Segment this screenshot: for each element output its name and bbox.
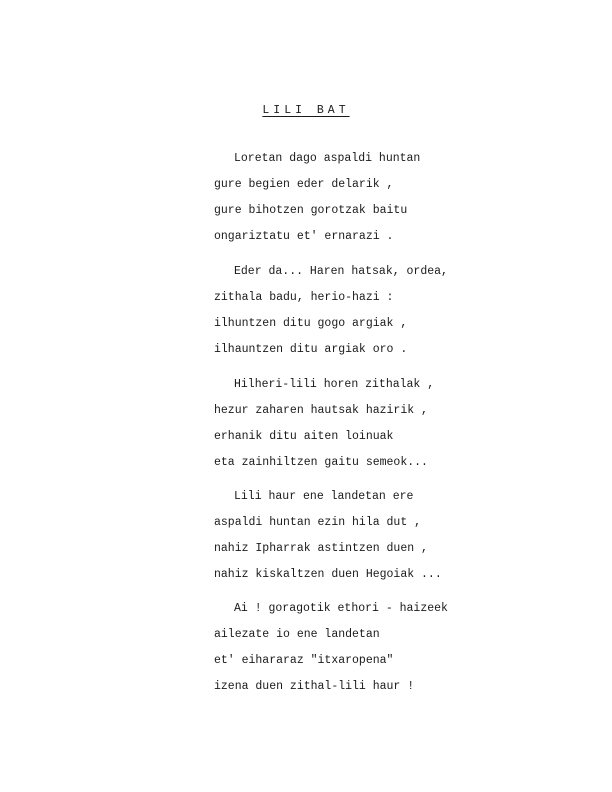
poem-title: LILI BAT xyxy=(262,104,350,117)
poem-line: et' eihararaz "itxaropena" xyxy=(214,654,394,667)
poem-line: Eder da... Haren hatsak, ordea, xyxy=(234,265,448,278)
poem-line: Loretan dago aspaldi huntan xyxy=(234,152,421,165)
poem-line: nahiz kiskaltzen duen Hegoiak ... xyxy=(214,568,442,581)
poem-line: Lili haur ene landetan ere xyxy=(234,490,414,503)
stanza-2 xyxy=(214,259,514,363)
poem-line: aspaldi huntan ezin hila dut , xyxy=(214,516,422,529)
stanza-1 xyxy=(214,146,514,250)
poem-line: gure bihotzen gorotzak baitu xyxy=(214,204,408,217)
poem-line: ilhuntzen ditu gogo argiak , xyxy=(214,317,408,330)
stanza-4 xyxy=(214,484,514,588)
poem-line: hezur zaharen hautsak hazirik , xyxy=(214,404,428,417)
poem-line: erhanik ditu aiten loinuak xyxy=(214,430,394,443)
poem-line: nahiz Ipharrak astintzen duen , xyxy=(214,542,428,555)
poem-line: zithala badu, herio-hazi : xyxy=(214,291,394,304)
poem-line: eta zainhiltzen gaitu semeok... xyxy=(214,456,428,469)
stanza-5 xyxy=(214,596,514,700)
poem-line: Hilheri-lili horen zithalak , xyxy=(234,378,435,391)
poem-line: ilhauntzen ditu argiak oro . xyxy=(214,343,408,356)
poem-line: ongariztatu et' ernarazi . xyxy=(214,230,394,243)
poem-line: Ai ! goragotik ethori - haizeek xyxy=(234,602,448,615)
poem-line: ailezate io ene landetan xyxy=(214,628,380,641)
poem-line: izena duen zithal-lili haur ! xyxy=(214,680,415,693)
poem-line: gure begien eder delarik , xyxy=(214,178,394,191)
stanza-3 xyxy=(214,372,514,476)
